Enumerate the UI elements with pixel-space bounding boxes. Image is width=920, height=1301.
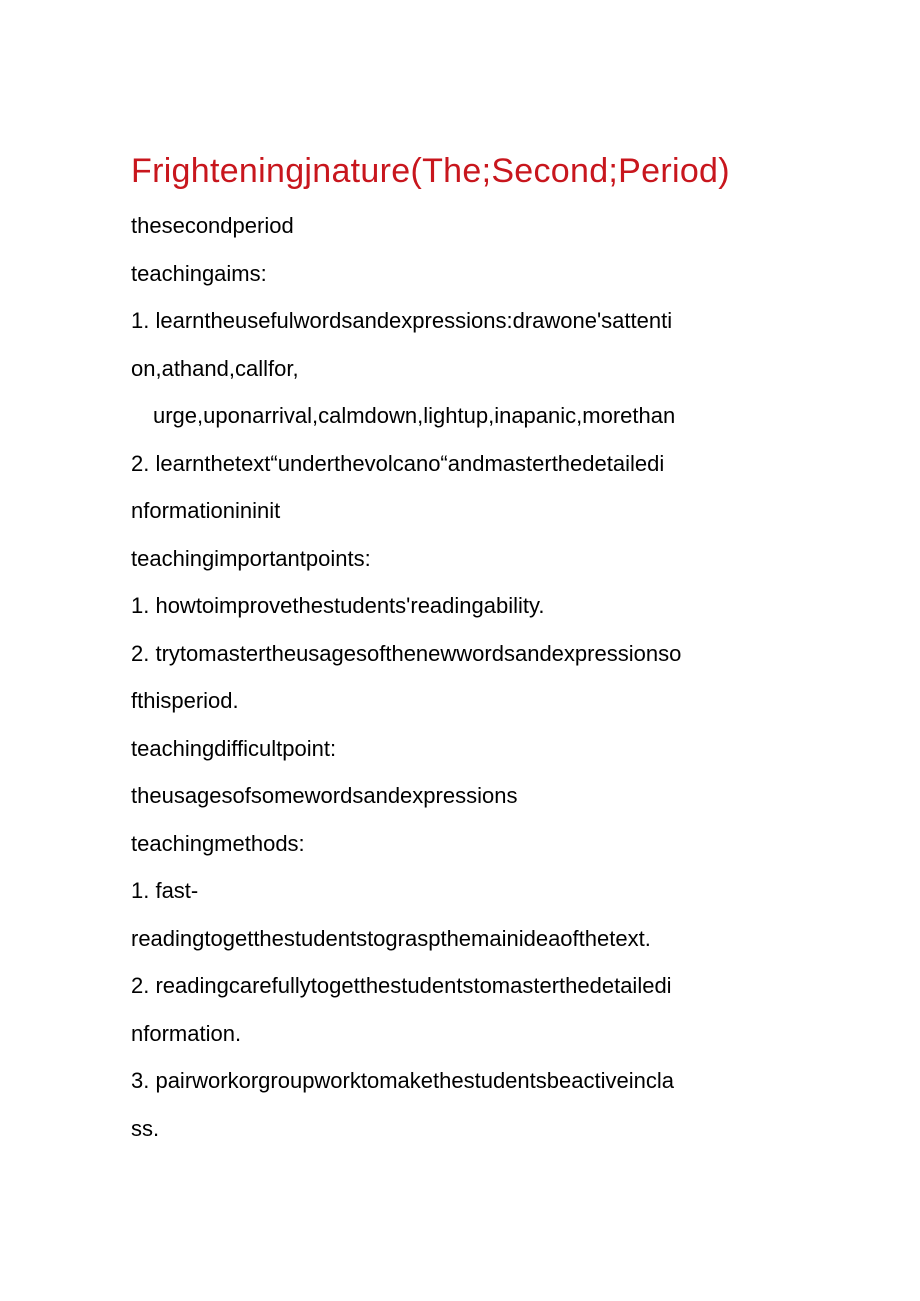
section-heading-teaching-aims: teachingaims: — [131, 260, 267, 286]
section-heading-important-points: teachingimportantpoints: — [131, 545, 371, 571]
section-heading-difficult-point: teachingdifficultpoint: — [131, 735, 337, 761]
text-line: ss. — [131, 1115, 160, 1141]
text-line: readingtogetthestudentstograspthemainideaofthetext. — [131, 925, 651, 951]
text-line: 2. learnthetext“underthevolcano“andmasterthedetailedi — [131, 450, 665, 476]
text-line: theusagesofsomewordsandexpressions — [131, 783, 518, 808]
text-line: 1. howtoimprovethestudents'readingability. — [131, 593, 545, 618]
document-body — [131, 202, 791, 1152]
text-line: 2. trytomastertheusagesofthenewwordsandexpressionso — [131, 640, 682, 666]
document-page — [131, 140, 791, 1152]
text-line: nformationininit — [131, 498, 281, 523]
text-line: fthisperiod. — [131, 688, 239, 713]
text-line: urge,uponarrival,calmdown,lightup,inapanic,morethan — [153, 403, 676, 428]
text-line: 1. fast- — [131, 878, 199, 903]
text-line: 1. learntheusefulwordsandexpressions:drawone'sattenti — [131, 308, 673, 333]
text-line: on,athand,callfor, — [131, 355, 299, 381]
text-line: thesecondperiod — [131, 213, 294, 238]
text-line: nformation. — [131, 1020, 242, 1046]
text-line: 2. readingcarefullytogetthestudentstomasterthedetailedi — [131, 973, 672, 998]
section-heading-teaching-methods: teachingmethods: — [131, 830, 305, 856]
document-title: Frighteningjnature(The;Second;Period) — [131, 152, 730, 190]
text-line: 3. pairworkorgroupworktomakethestudentsbeactiveincla — [131, 1068, 674, 1093]
